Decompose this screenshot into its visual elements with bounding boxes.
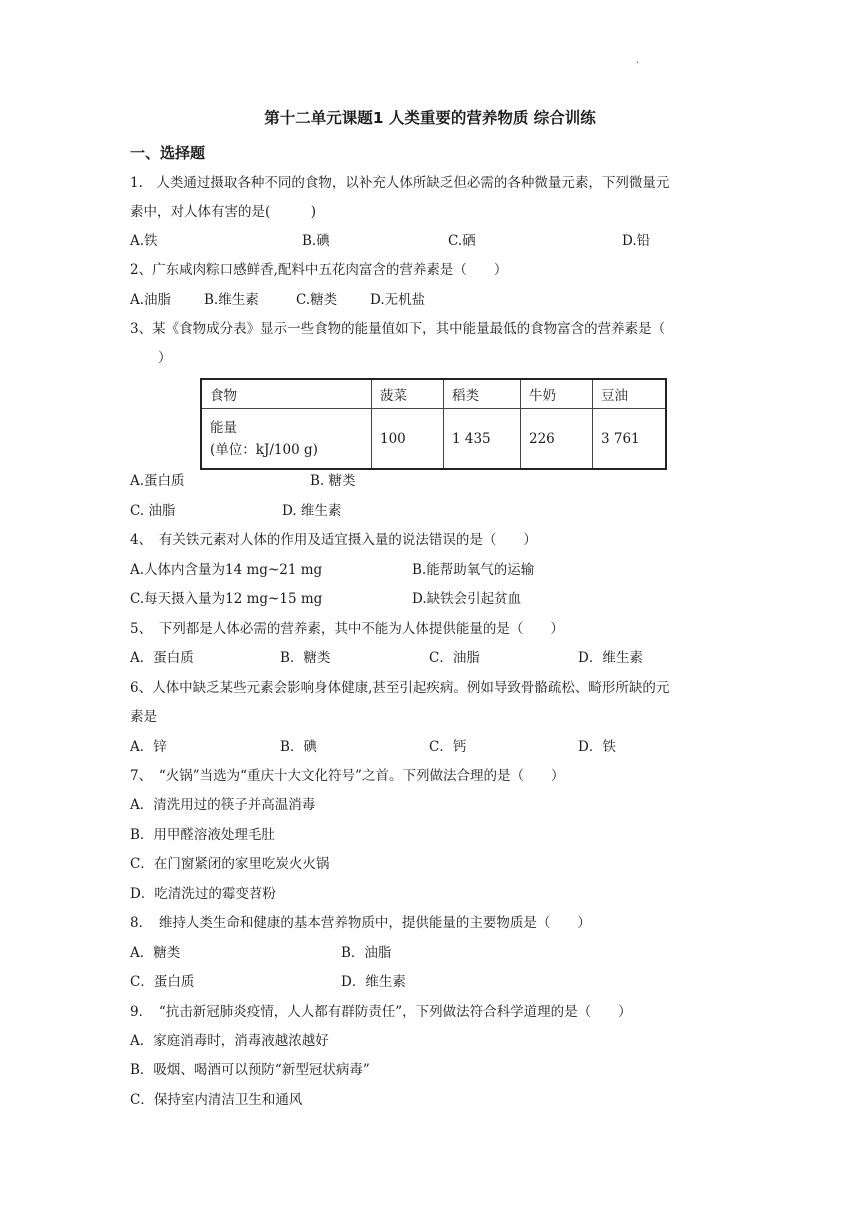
question-9-option-a: A．家庭消毒时，消毒液越浓越好	[130, 1033, 329, 1049]
question-1-option-d: D.铅	[622, 233, 651, 249]
question-7-option-c: C．在门窗紧闭的家里吃炭火火锅	[130, 856, 330, 872]
question-5-option-b: B．糖类	[280, 650, 331, 666]
table-cell: 226	[521, 409, 593, 470]
table-header-cell: 牛奶	[521, 379, 593, 409]
question-7-option-a: A．清洗用过的筷子并高温消毒	[130, 797, 316, 813]
question-8-option-b: B．油脂	[341, 945, 392, 961]
question-6-option-d: D．铁	[578, 739, 616, 755]
question-8-option-d: D．维生素	[341, 974, 406, 990]
question-6-option-c: C．钙	[429, 739, 467, 755]
question-3-option-c: C. 油脂	[130, 503, 176, 519]
question-2-option-c: C.糖类	[296, 292, 338, 308]
table-row-label	[201, 409, 372, 470]
question-4-option-d: D.缺铁会引起贫血	[412, 591, 522, 607]
question-5-option-a: A．蛋白质	[130, 650, 194, 666]
question-3-option-b: B. 糖类	[310, 473, 356, 489]
question-3-option-a: A.蛋白质	[130, 473, 185, 489]
question-2-option-d: D.无机盐	[370, 292, 426, 308]
header-dot: ·	[636, 58, 640, 69]
question-6-option-b: B．碘	[280, 739, 317, 755]
question-2-line-1: 2、广东咸肉粽口感鲜香,配料中五花肉富含的营养素是（ ）	[130, 262, 508, 278]
question-8-line-1: 8． 维持人类生命和健康的基本营养物质中，提供能量的主要物质是（ ）	[130, 915, 591, 931]
energy-unit-label: (单位：kJ/100 g)	[210, 441, 318, 458]
question-4-option-b: B.能帮助氧气的运输	[412, 562, 535, 578]
question-7-line-1: 7、 “火锅”当选为“重庆十大文化符号”之首。下列做法合理的是（ ）	[130, 768, 565, 784]
question-7-option-b: B．用甲醛溶液处理毛肚	[130, 827, 275, 843]
question-3-line-2: ）	[158, 350, 172, 366]
question-5-line-1: 5、 下列都是人体必需的营养素，其中不能为人体提供能量的是（ ）	[130, 621, 564, 637]
table-header-cell: 稻类	[444, 379, 521, 409]
question-6-option-a: A．锌	[130, 739, 167, 755]
page-title: 第十二单元课题1 人类重要的营养物质 综合训练	[264, 109, 596, 127]
question-1-line-2: 素中，对人体有害的是( )	[130, 204, 317, 220]
question-6-line-1: 6、人体中缺乏某些元素会影响身体健康,甚至引起疾病。例如导致骨骼疏松、畸形所缺的元	[130, 680, 670, 696]
food-energy-table	[200, 378, 667, 470]
question-8-option-a: A．糖类	[130, 945, 181, 961]
question-9-option-c: C．保持室内清洁卫生和通风	[130, 1092, 303, 1108]
question-6-line-2: 素是	[130, 709, 157, 725]
question-2-option-b: B.维生素	[204, 292, 259, 308]
question-3-option-d: D. 维生素	[282, 503, 342, 519]
question-1-option-b: B.碘	[302, 233, 330, 249]
table-cell: 100	[372, 409, 444, 470]
table-header-cell: 菠菜	[372, 379, 444, 409]
table-row	[201, 409, 666, 470]
question-7-option-d: D．吃清洗过的霉变苕粉	[130, 886, 276, 902]
energy-label: 能量	[210, 419, 237, 436]
question-1-option-a: A.铁	[130, 233, 158, 249]
question-9-line-1: 9． “抗击新冠肺炎疫情，人人都有群防责任”，下列做法符合科学道理的是（ ）	[130, 1004, 632, 1020]
question-9-option-b: B．吸烟、喝酒可以预防“新型冠状病毒”	[130, 1062, 370, 1078]
question-5-option-c: C．油脂	[429, 650, 480, 666]
table-header-row	[201, 379, 666, 409]
question-3-line-1: 3、某《食物成分表》显示一些食物的能量值如下，其中能量最低的食物富含的营养素是（	[130, 321, 666, 337]
question-5-option-d: D．维生素	[578, 650, 643, 666]
question-4-option-a: A.人体内含量为14 mg~21 mg	[130, 562, 323, 578]
table-header-cell: 豆油	[593, 379, 667, 409]
question-8-option-c: C．蛋白质	[130, 974, 195, 990]
table-cell: 1 435	[444, 409, 521, 470]
table-header-cell: 食物	[201, 379, 372, 409]
question-4-line-1: 4、 有关铁元素对人体的作用及适宜摄入量的说法错误的是（ ）	[130, 532, 537, 548]
section-heading: 一、选择题	[130, 144, 206, 162]
question-4-option-c: C.每天摄入量为12 mg~15 mg	[130, 591, 323, 607]
question-1-option-c: C.硒	[448, 233, 476, 249]
question-2-option-a: A.油脂	[130, 292, 172, 308]
question-1-line-1: 1. 人类通过摄取各种不同的食物，以补充人体所缺乏但必需的各种微量元素，下列微量元	[130, 175, 670, 191]
table-cell: 3 761	[593, 409, 667, 470]
